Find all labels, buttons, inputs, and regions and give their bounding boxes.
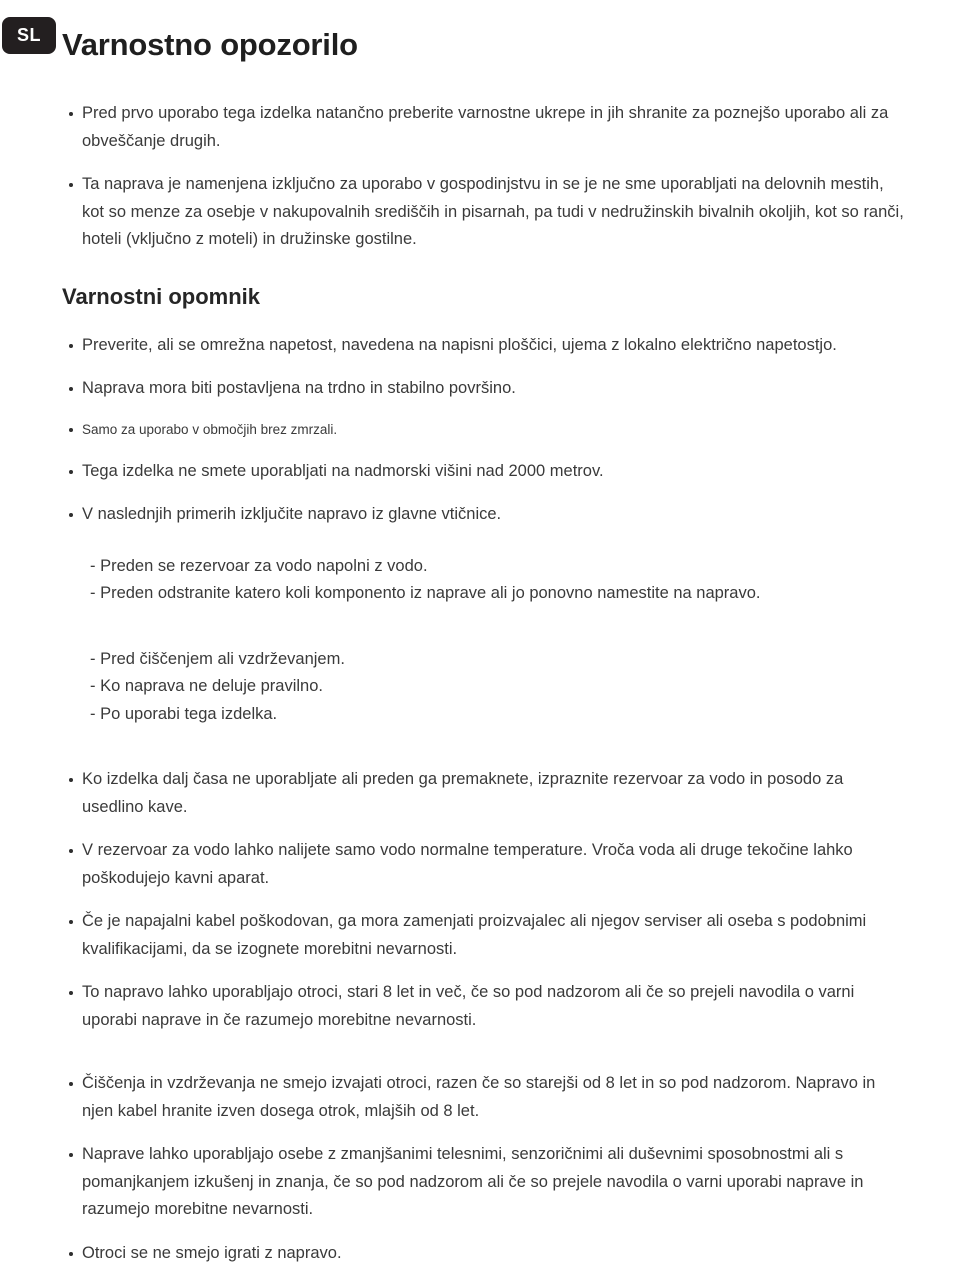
bullet-text: Preverite, ali se omrežna napetost, navedena na napisni ploščici, ujema z lokalno električno napetostjo. (82, 332, 909, 360)
bullet-marker-icon (62, 908, 82, 963)
bullet-item (62, 908, 909, 963)
language-badge: SL (2, 17, 56, 54)
bullet-marker-icon (62, 171, 82, 254)
safety-bullet-list (62, 332, 909, 1267)
bullet-item (62, 332, 909, 360)
bullet-text: To napravo lahko uporabljajo otroci, stari 8 let in več, če so pod nadzorom ali če so prejeli navodila o varni uporabi naprave in če razumejo morebitne nevarnosti. (82, 979, 909, 1034)
bullet-item (62, 458, 909, 486)
bullet-marker-icon (62, 332, 82, 360)
bullet-item (62, 1240, 909, 1267)
bullet-text: Tega izdelka ne smete uporabljati na nadmorski višini nad 2000 metrov. (82, 458, 909, 486)
bullet-marker-icon (62, 1141, 82, 1224)
dash-item: - Po uporabi tega izdelka. (90, 701, 909, 729)
bullet-text: V rezervoar za vodo lahko nalijete samo vodo normalne temperature. Vroča voda ali druge tekočine lahko poškodujejo kavni aparat. (82, 837, 909, 892)
bullet-text: Ko izdelka dalj časa ne uporabljate ali preden ga premaknete, izpraznite rezervoar za vodo in posodo za usedlino kave. (82, 766, 909, 821)
bullet-item (62, 979, 909, 1034)
bullet-marker-icon (62, 501, 82, 529)
dash-sublist (90, 646, 909, 729)
section-heading: Varnostni opomnik (62, 284, 909, 310)
dash-item: - Preden odstranite katero koli komponento iz naprave ali jo ponovno namestite na napravo. (90, 580, 909, 608)
dash-item: - Preden se rezervoar za vodo napolni z vodo. (90, 553, 909, 581)
bullet-item (62, 837, 909, 892)
bullet-item (62, 1070, 909, 1125)
bullet-marker-icon (62, 766, 82, 821)
dash-item: - Ko naprava ne deluje pravilno. (90, 673, 909, 701)
bullet-marker-icon (62, 100, 82, 155)
bullet-text: Otroci se ne smejo igrati z napravo. (82, 1240, 909, 1267)
page-title: Varnostno opozorilo (62, 24, 909, 64)
bullet-text: Samo za uporabo v območjih brez zmrzali. (82, 419, 909, 441)
bullet-item (62, 100, 909, 155)
bullet-item (62, 375, 909, 403)
bullet-text: V naslednjih primerih izključite napravo iz glavne vtičnice. (82, 501, 909, 529)
bullet-marker-icon (62, 1240, 82, 1267)
dash-item: - Pred čiščenjem ali vzdrževanjem. (90, 646, 909, 674)
bullet-marker-icon (62, 375, 82, 403)
bullet-item (62, 766, 909, 821)
bullet-item (62, 419, 909, 441)
bullet-marker-icon (62, 458, 82, 486)
bullet-text: Naprave lahko uporabljajo osebe z zmanjšanimi telesnimi, senzoričnimi ali duševnimi sposobnostmi ali s pomanjkanjem izkušenj in znanja, če so pod nadzorom ali če so prejele navodila o varni uporabi naprave in razumejo morebitne nevarnosti. (82, 1141, 909, 1224)
bullet-marker-icon (62, 419, 82, 441)
bullet-item (62, 501, 909, 529)
dash-sublist (90, 553, 909, 608)
bullet-marker-icon (62, 837, 82, 892)
bullet-text: Ta naprava je namenjena izključno za uporabo v gospodinjstvu in se je ne sme uporabljati na delovnih mestih, kot so menze za osebje v nakupovalnih središčih in pisarnah, pa tudi v nedružinskih bivalnih okoljih, kot so ranči, hoteli (vključno z moteli) in družinske gostilne. (82, 171, 909, 254)
bullet-text: Če je napajalni kabel poškodovan, ga mora zamenjati proizvajalec ali njegov serviser ali oseba s podobnimi kvalifikacijami, da se izognete morebitni nevarnosti. (82, 908, 909, 963)
bullet-item (62, 1141, 909, 1224)
bullet-marker-icon (62, 1070, 82, 1125)
bullet-text: Naprava mora biti postavljena na trdno in stabilno površino. (82, 375, 909, 403)
bullet-text: Čiščenja in vzdrževanja ne smejo izvajati otroci, razen če so starejši od 8 let in so pod nadzorom. Napravo in njen kabel hranite izven dosega otrok, mlajših od 8 let. (82, 1070, 909, 1125)
bullet-marker-icon (62, 979, 82, 1034)
bullet-text: Pred prvo uporabo tega izdelka natančno preberite varnostne ukrepe in jih shranite za poznejšo uporabo ali za obveščanje drugih. (82, 100, 909, 155)
intro-bullet-list (62, 100, 909, 254)
bullet-item (62, 171, 909, 254)
